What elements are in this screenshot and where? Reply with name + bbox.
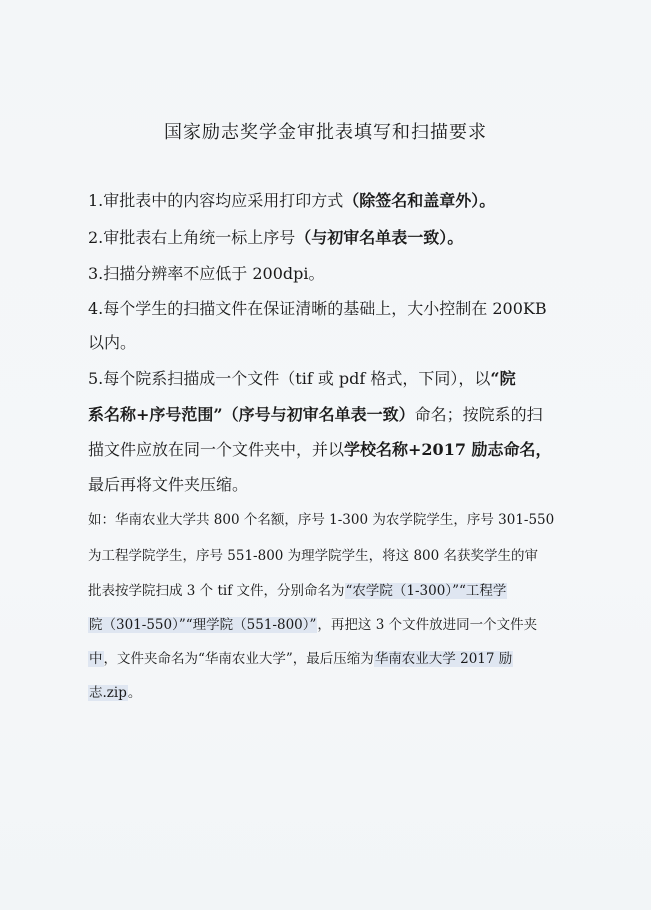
example-highlight-6: 志.zip bbox=[89, 685, 127, 701]
requirement-5-line4: 最后再将文件夹压缩。 bbox=[88, 475, 249, 494]
requirement-2 bbox=[88, 225, 463, 248]
requirement-5-text-3: 描文件应放在同一个文件夹中，并以 bbox=[88, 440, 345, 459]
requirement-2-text: 2.审批表右上角统一标上序号 bbox=[88, 228, 296, 247]
example-highlight-5b: 华南农业大学 2017 励 bbox=[374, 651, 513, 667]
requirement-5-line2 bbox=[88, 402, 543, 425]
example-highlight-4: 院（301-550）”“理学院（551-800）” bbox=[89, 617, 317, 633]
requirement-1-emphasis: （除签名和盖章外）。 bbox=[343, 191, 496, 210]
requirement-5-text-2: 命名；按院系的扫 bbox=[414, 405, 543, 424]
requirement-1 bbox=[88, 188, 495, 211]
requirement-5-line1 bbox=[88, 366, 516, 389]
requirement-3: 3.扫描分辨率不应低于 200dpi。 bbox=[88, 264, 325, 283]
example-text-4: ，再把这 3 个文件放进同一个文件夹 bbox=[317, 617, 538, 633]
requirement-4-line2: 以内。 bbox=[88, 333, 137, 352]
requirement-5-emphasis: “院 bbox=[490, 369, 516, 388]
requirement-5-emphasis-3: 学校名称+2017 励志命名， bbox=[344, 440, 552, 459]
requirement-4-line1: 4.每个学生的扫描文件在保证清晰的基础上，大小控制在 200KB bbox=[88, 299, 547, 318]
example-text-5: ，文件夹命名为“华南农业大学”，最后压缩为 bbox=[103, 651, 374, 667]
example-line3 bbox=[88, 579, 507, 599]
requirement-1-text: 1.审批表中的内容均应采用打印方式 bbox=[88, 191, 344, 210]
example-line1: 如：华南农业大学共 800 个名额，序号 1-300 为农学院学生，序号 301-550 bbox=[88, 512, 555, 528]
example-line4 bbox=[88, 613, 537, 633]
requirement-5-text: 5.每个院系扫描成一个文件（tif 或 pdf 格式，下同），以 bbox=[88, 369, 491, 388]
example-highlight-5a: 中 bbox=[89, 651, 103, 667]
requirement-2-emphasis: （与初审名单表一致）。 bbox=[295, 228, 464, 247]
document-title: 国家励志奖学金审批表填写和扫描要求 bbox=[164, 122, 487, 143]
requirement-5-line3 bbox=[88, 437, 552, 460]
requirement-5-emphasis-2: 系名称+序号范围”（序号与初审名单表一致） bbox=[88, 405, 415, 424]
example-line2: 为工程学院学生，序号 551-800 为理学院学生，将这 800 名获奖学生的审 bbox=[88, 548, 539, 564]
example-text-6: 。 bbox=[127, 685, 142, 701]
example-line5 bbox=[88, 647, 513, 667]
example-text-3: 批表按学院扫成 3 个 tif 文件，分别命名为 bbox=[88, 583, 345, 599]
example-highlight-3: “农学院（1-300）”“工程学 bbox=[345, 583, 507, 599]
example-line6 bbox=[88, 681, 141, 701]
